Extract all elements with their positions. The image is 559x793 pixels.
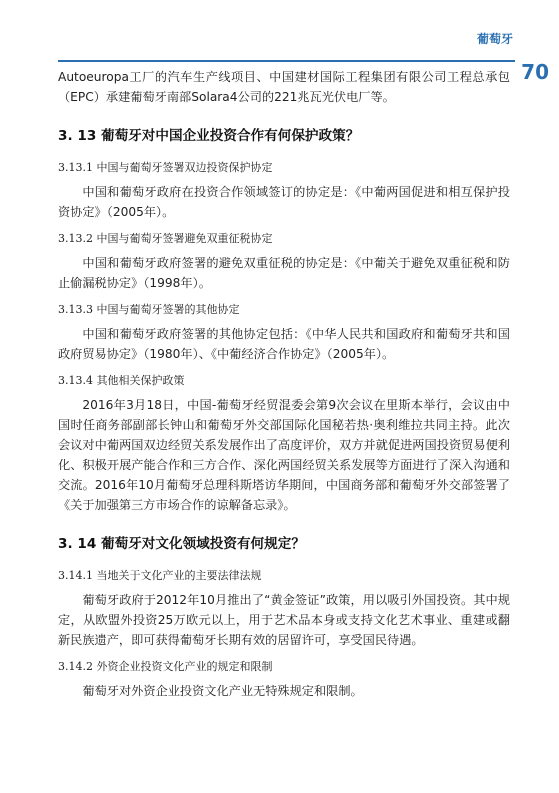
subsection-heading-3-13-4: 3.13.4 其他相关保护政策: [58, 374, 185, 387]
paragraph-3-13-1: 中国和葡萄牙政府在投资合作领域签订的协定是：《中葡两国促进和相互保护投资协定》（2005年）。: [58, 185, 510, 219]
subsection-heading-3-14-2: 3.14.2 外资企业投资文化产业的规定和限制: [58, 660, 273, 673]
subsection-heading-3-13-3: 3.13.3 中国与葡萄牙签署的其他协定: [58, 303, 240, 316]
subsection-heading-3-13-1: 3.13.1 中国与葡萄牙签署双边投资保护协定: [58, 161, 273, 174]
paragraph-3-14-1: 葡萄牙政府于2012年10月推出了“黄金签证”政策，用以吸引外国投资。其中规定，从欧盟外投资25万欧元以上，用于艺术品本身或支持文化艺术事业、重建或翻新民族遗产，即可获得葡萄牙长期有效的居留许可，享受国民待遇。: [58, 593, 510, 647]
section-heading-3-14: 3. 14 葡萄牙对文化领域投资有何规定？: [58, 536, 305, 552]
paragraph-continued: Autoeuropa工厂的汽车生产线项目、中国建材国际工程集团有限公司工程总承包（EPC）承建葡萄牙南部Solara4公司的221兆瓦光伏电厂等。: [58, 70, 510, 104]
header-rule: [58, 60, 515, 62]
paragraph-3-14-2: 葡萄牙对外资企业投资文化产业无特殊规定和限制。: [82, 684, 363, 698]
subsection-heading-3-14-1: 3.14.1 当地关于文化产业的主要法律法规: [58, 569, 262, 582]
section-heading-3-13: 3. 13 葡萄牙对中国企业投资合作有何保护政策？: [58, 128, 360, 144]
chapter-label: 葡萄牙: [476, 32, 513, 46]
paragraph-3-13-3: 中国和葡萄牙政府签署的其他协定包括：《中华人民共和国政府和葡萄牙共和国政府贸易协定》（1980年）、《中葡经济合作协定》（2005年）。: [58, 327, 510, 361]
page-number: 70: [521, 60, 549, 84]
subsection-heading-3-13-2: 3.13.2 中国与葡萄牙签署避免双重征税协定: [58, 232, 273, 245]
paragraph-3-13-4: 2016年3月18日，中国-葡萄牙经贸混委会第9次会议在里斯本举行，会议由中国时任商务部副部长钟山和葡萄牙外交部国际化国秘若热·奥利维拉共同主持。此次会议对中葡两国双边经贸关系发展作出了高度评价，双方并就促进两国投资贸易便利化、积极开展产能合作和三方合作、深化两国经贸关系发展等方面进行了深入沟通和交流。2016年10月葡萄牙总理科斯塔访华期间，中国商务部和葡萄牙外交部签署了《关于加强第三方市场合作的谅解备忘录》。: [58, 398, 510, 512]
page-content: [58, 67, 510, 701]
paragraph-3-13-2: 中国和葡萄牙政府签署的避免双重征税的协定是：《中葡关于避免双重征税和防止偷漏税协定》（1998年）。: [58, 256, 510, 290]
